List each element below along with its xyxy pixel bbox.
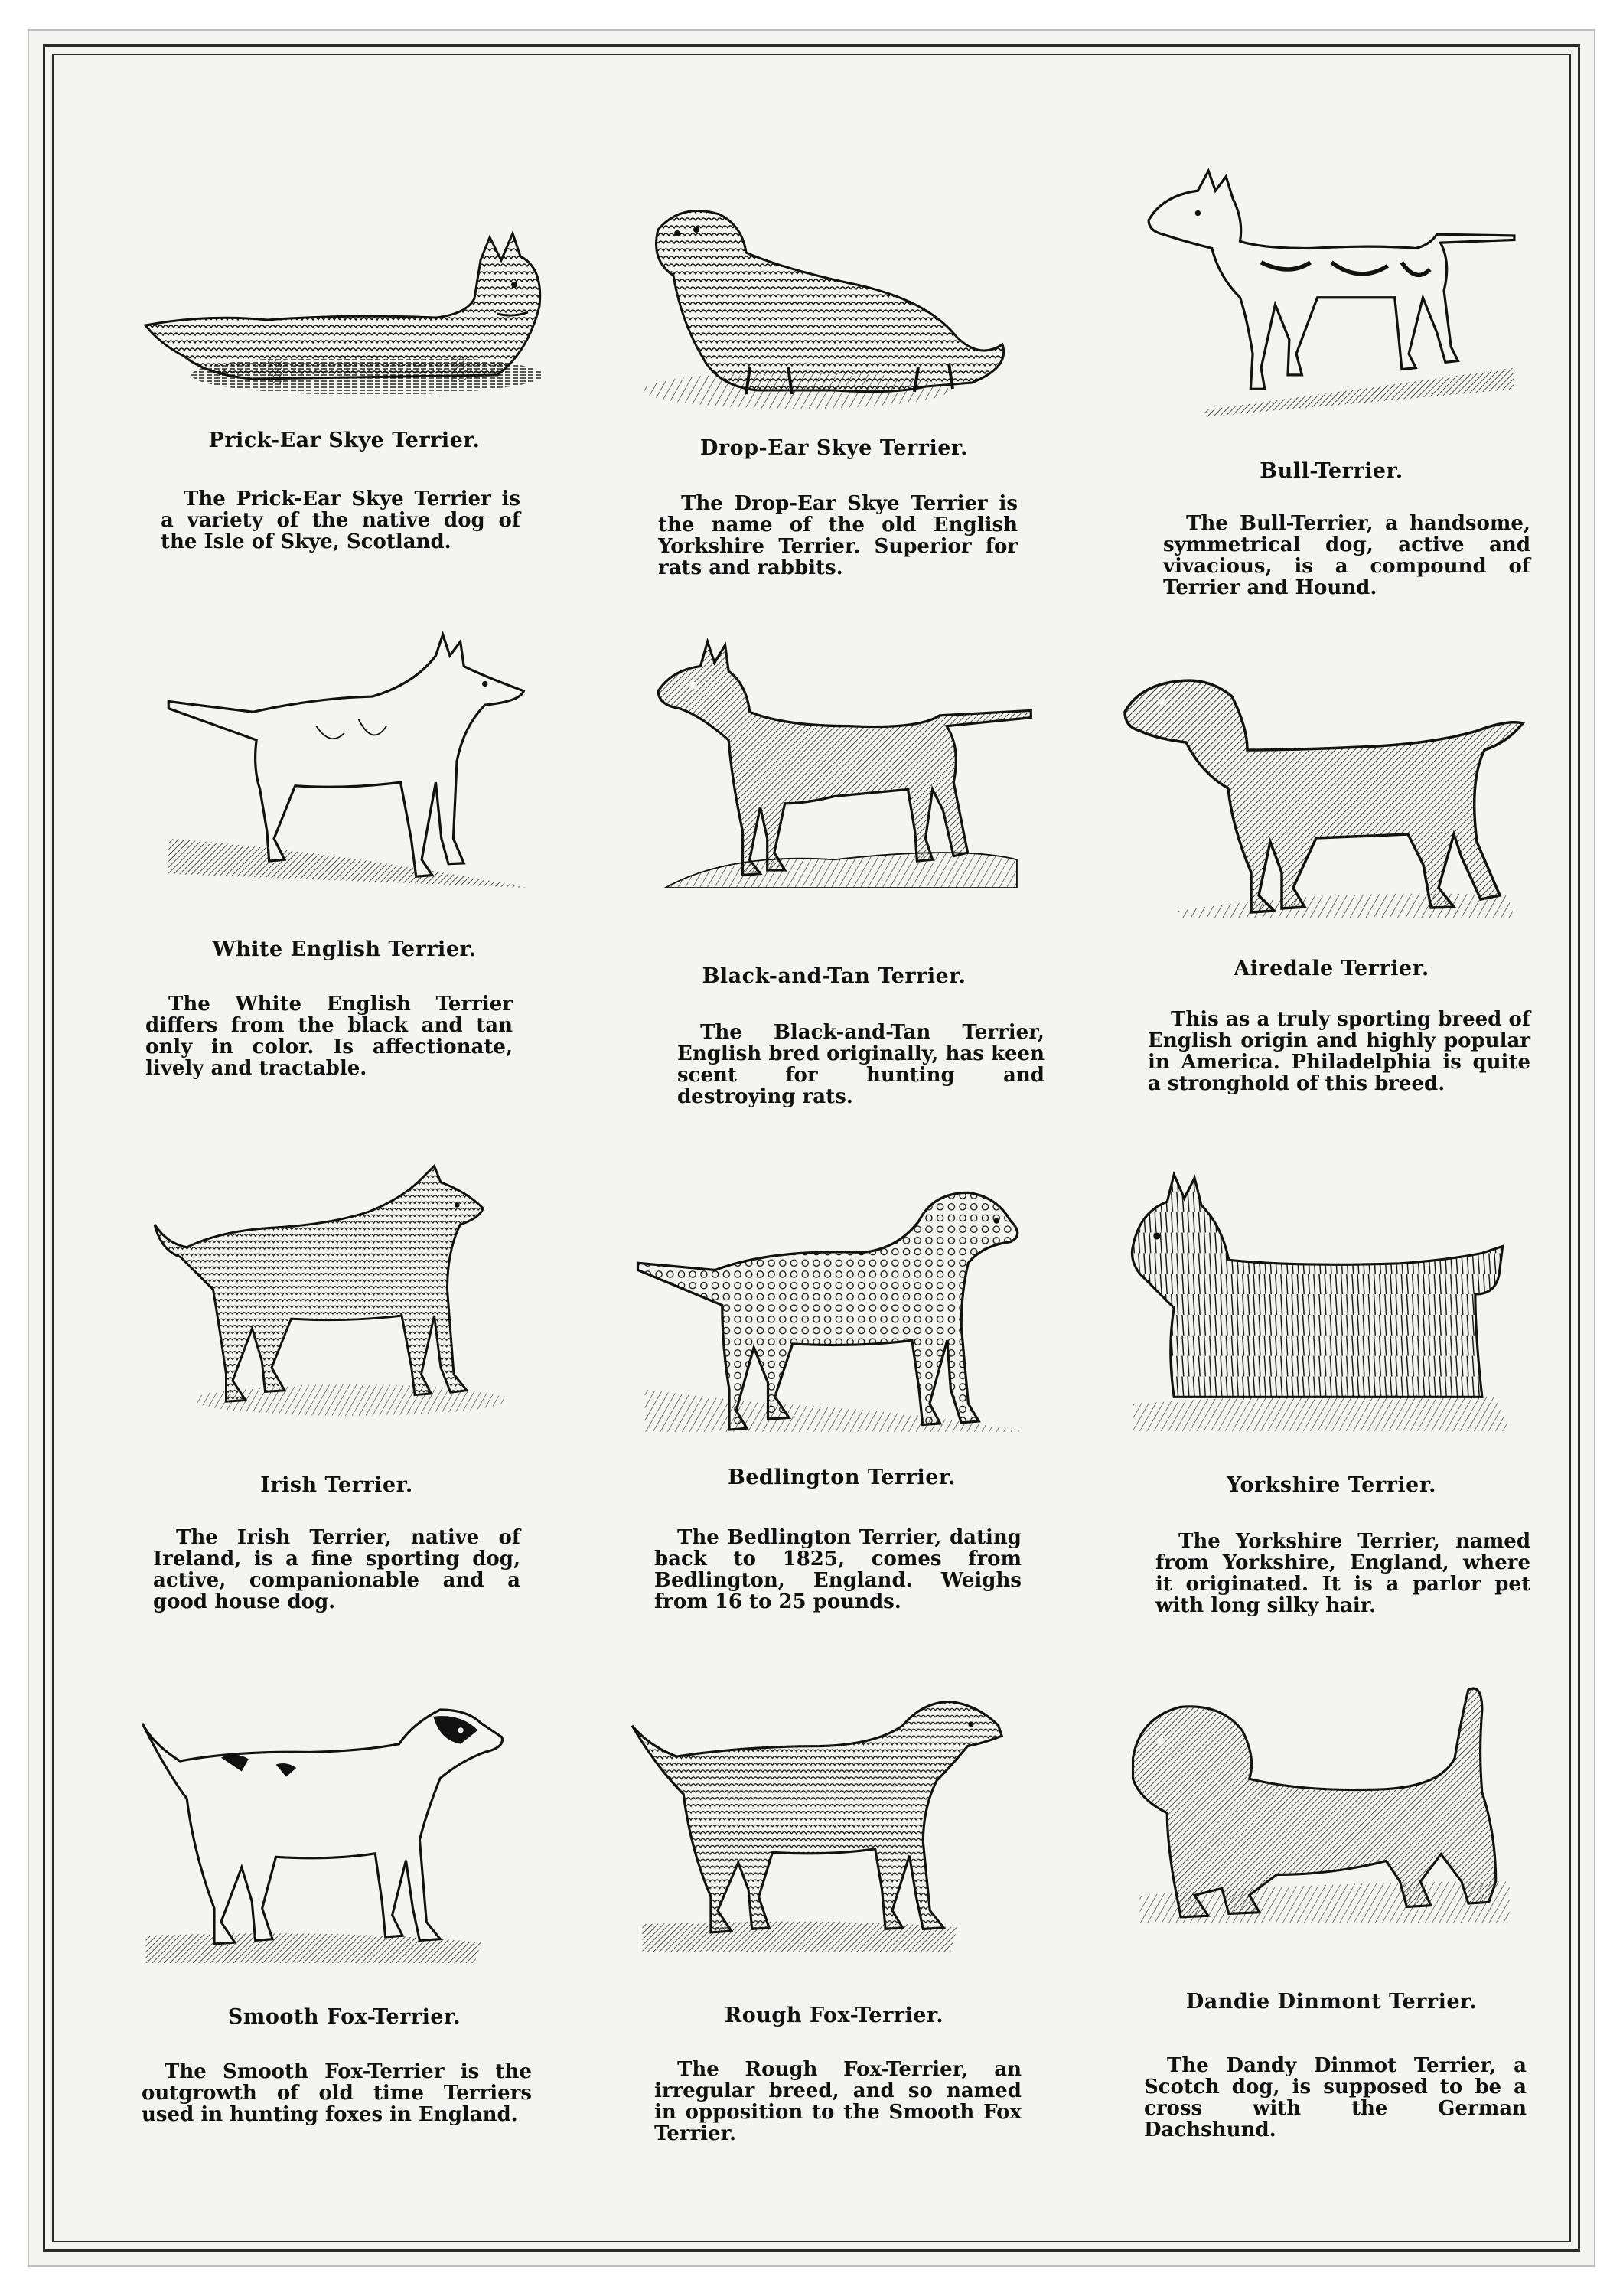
dog-illustration xyxy=(605,184,1064,444)
dog-description: The Dandy Dinmot Terrier, a Scotch dog, is supposed to be a cross with the German Dachshund. xyxy=(1144,2054,1527,2141)
dog-illustration xyxy=(115,184,574,444)
dog-name: Dandie Dinmont Terrier. xyxy=(1185,1990,1478,2014)
yorkshire-terrier-engraving xyxy=(1102,1171,1561,1431)
bedlington-terrier-engraving xyxy=(612,1179,1071,1439)
dog-description: The Prick-Ear Skye Terrier is a variety of the native dog of the Isle of Skye, Scotland. xyxy=(161,488,520,553)
prick-ear-skye-terrier-engraving xyxy=(115,184,574,444)
dog-illustration xyxy=(1102,658,1561,918)
dog-illustration xyxy=(1102,1676,1561,1936)
dog-name: Bull-Terrier. xyxy=(1260,459,1403,483)
dog-description: The Rough Fox-Terrier, an irregular breed, and so named in opposition to the Smooth Fox Terrier. xyxy=(654,2058,1022,2145)
dog-name: Prick-Ear Skye Terrier. xyxy=(208,429,481,452)
smooth-fox-terrier-engraving xyxy=(115,1703,574,1963)
dog-name: Yorkshire Terrier. xyxy=(1227,1473,1436,1497)
dog-name: Drop-Ear Skye Terrier. xyxy=(699,436,969,460)
dog-description: The Black-and-Tan Terrier, English bred originally, has keen scent for hunting and destroying rats. xyxy=(677,1021,1045,1108)
dog-description: The White English Terrier differs from the black and tan only in color. Is affectionate, lively and tractable. xyxy=(145,993,513,1080)
bull-terrier-engraving xyxy=(1102,157,1561,417)
airedale-terrier-engraving xyxy=(1102,658,1561,918)
dog-description: The Bull-Terrier, a handsome, symmetrical dog, active and vivacious, is a compound of Terrier and Hound. xyxy=(1163,512,1530,599)
dog-name: Smooth Fox-Terrier. xyxy=(227,2005,461,2029)
dog-description: The Irish Terrier, native of Ireland, is a fine sporting dog, active, companionable and a good house dog. xyxy=(153,1526,520,1613)
dog-illustration xyxy=(1102,157,1561,417)
dog-illustration xyxy=(115,1703,574,1963)
dog-description: The Bedlington Terrier, dating back to 1825, comes from Bedlington, England. Weighs from 16 to 25 pounds. xyxy=(654,1526,1022,1613)
dog-name: Bedlington Terrier. xyxy=(727,1466,957,1489)
dog-description: The Drop-Ear Skye Terrier is the name of the old English Yorkshire Terrier. Superior for rats and rabbits. xyxy=(658,492,1018,579)
dog-name: Airedale Terrier. xyxy=(1234,957,1429,980)
dog-description: The Smooth Fox-Terrier is the outgrowth of old time Terriers used in hunting foxes in England. xyxy=(142,2060,532,2126)
dog-description: The Yorkshire Terrier, named from Yorkshire, England, where it originated. It is a parlor pet with long silky hair. xyxy=(1155,1530,1530,1617)
dog-illustration xyxy=(107,1159,566,1420)
dog-illustration xyxy=(115,628,574,888)
dog-illustration xyxy=(1102,1171,1561,1431)
rough-fox-terrier-engraving xyxy=(605,1691,1064,1952)
dog-illustration xyxy=(605,628,1064,888)
irish-terrier-engraving xyxy=(107,1159,566,1420)
dog-illustration xyxy=(612,1179,1071,1439)
dog-description: This as a truly sporting breed of English origin and highly popular in America. Philadelphia is quite a stronghold of this breed. xyxy=(1148,1008,1530,1095)
dog-name: Black-and-Tan Terrier. xyxy=(702,964,966,988)
dog-illustration xyxy=(605,1691,1064,1952)
drop-ear-skye-terrier-engraving xyxy=(605,184,1064,444)
white-english-terrier-engraving xyxy=(115,628,574,888)
dandie-dinmont-terrier-engraving xyxy=(1102,1676,1561,1936)
dog-name: Irish Terrier. xyxy=(260,1473,413,1497)
dog-name: Rough Fox-Terrier. xyxy=(724,2004,944,2027)
dog-name: White English Terrier. xyxy=(212,938,477,961)
black-and-tan-terrier-engraving xyxy=(605,628,1064,888)
